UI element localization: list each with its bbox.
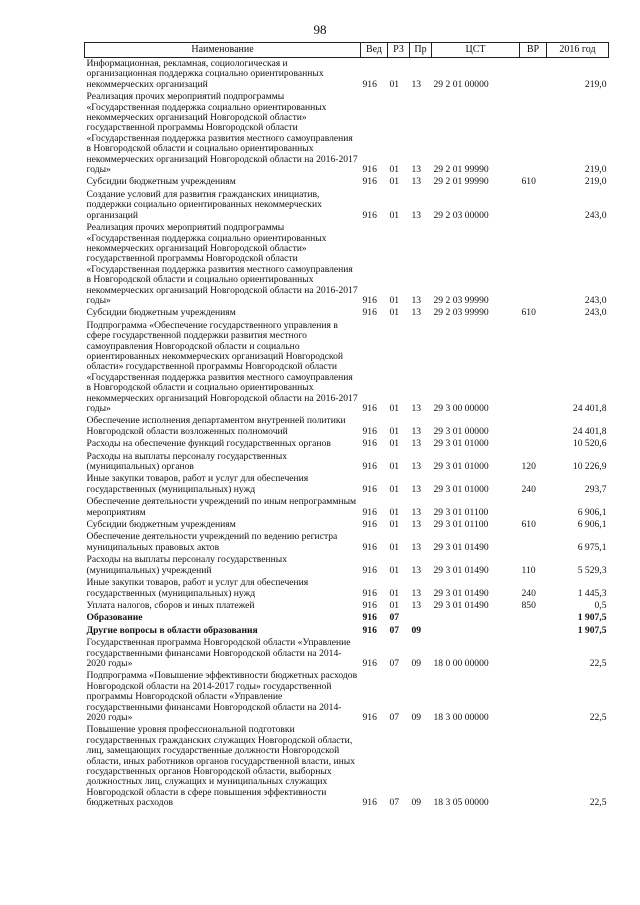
table-row (85, 320, 609, 416)
row-sum: 10 520,6 (572, 438, 607, 450)
row-cst: 18 3 00 00000 (433, 711, 489, 723)
row-rz: 01 (389, 176, 400, 188)
row-cst (432, 625, 520, 637)
row-ved: 916 (362, 519, 377, 531)
table-row (85, 438, 609, 450)
table-row (85, 189, 609, 222)
row-cst: 29 3 01 01000 (433, 483, 489, 495)
row-ved: 916 (362, 612, 377, 624)
row-pr: 13 (411, 164, 422, 176)
row-ved: 916 (362, 564, 377, 576)
header-year: 2016 год (547, 43, 609, 58)
row-rz: 01 (389, 599, 400, 611)
row-pr: 13 (411, 587, 422, 599)
header-vr: ВР (520, 43, 547, 58)
row-ved: 916 (362, 176, 377, 188)
row-name: Субсидии бюджетным учреждениям (86, 519, 236, 531)
row-ved: 916 (362, 294, 377, 306)
row-sum: 1 907,5 (577, 624, 607, 636)
row-name: Обеспечение деятельности учреждений по иным непрограммным мероприятиям (86, 496, 357, 518)
row-vr (520, 415, 547, 438)
row-vr (520, 320, 547, 416)
table-row (85, 91, 609, 176)
row-rz: 01 (389, 587, 400, 599)
row-sum: 1 445,3 (577, 587, 607, 599)
row-cst: 29 3 01 00000 (433, 425, 489, 437)
row-pr: 13 (411, 294, 422, 306)
row-sum: 6 906,1 (577, 506, 607, 518)
row-vr: 240 (521, 483, 536, 495)
table-row (85, 222, 609, 307)
row-ved: 916 (362, 587, 377, 599)
row-pr: 13 (411, 506, 422, 518)
row-name: Другие вопросы в области образования (86, 624, 258, 636)
row-ved: 916 (362, 403, 377, 414)
row-cst: 18 3 05 00000 (433, 797, 489, 809)
row-sum: 6 975,1 (577, 541, 607, 553)
row-rz: 01 (389, 564, 400, 576)
row-rz: 07 (389, 657, 400, 669)
table-row (85, 670, 609, 724)
row-rz: 01 (389, 209, 400, 221)
row-ved: 916 (362, 657, 377, 669)
row-ved: 916 (362, 209, 377, 221)
row-ved: 916 (362, 461, 377, 473)
row-cst: 29 3 01 01490 (433, 564, 489, 576)
row-cst: 29 2 01 99990 (433, 176, 489, 188)
row-sum: 24 401,8 (572, 403, 607, 414)
row-sum: 293,7 (584, 483, 607, 495)
row-name: Субсидии бюджетным учреждениям (86, 176, 236, 188)
row-vr (520, 670, 547, 724)
row-name: Иные закупки товаров, работ и услуг для обеспечения государственных (муниципальных) нужд (86, 577, 309, 599)
row-pr: 13 (411, 307, 422, 319)
row-ved: 916 (362, 425, 377, 437)
row-vr (520, 637, 547, 670)
table-row (85, 176, 609, 188)
table-row (85, 415, 609, 438)
row-pr (410, 612, 432, 624)
row-ved: 916 (362, 541, 377, 553)
row-vr: 850 (521, 599, 536, 611)
row-cst: 29 3 00 00000 (433, 403, 489, 414)
budget-table (84, 42, 609, 810)
row-name: Расходы на выплаты персоналу государственных (муниципальных) учреждений (86, 554, 288, 576)
row-cst: 29 2 01 99990 (433, 164, 489, 176)
row-cst: 29 3 01 01490 (433, 587, 489, 599)
row-cst: 29 2 03 99990 (433, 294, 489, 306)
row-name: Реализация прочих мероприятий подпрограммы «Государственная поддержка социально ориентированных некоммерческих организаций Новгородской области» государственной программы Новгородской области «Государственная поддержка развития местного самоуправления в Новгородской области и социально ориентированных некоммерческих организаций Новгородской области на 2016-2017 годы» (86, 222, 358, 306)
row-name: Уплата налогов, сборов и иных платежей (86, 599, 255, 611)
table-row (85, 600, 609, 612)
row-sum: 219,0 (584, 176, 607, 188)
row-ved: 916 (362, 599, 377, 611)
row-vr (520, 189, 547, 222)
row-cst: 18 0 00 00000 (433, 657, 489, 669)
row-sum: 243,0 (584, 307, 607, 319)
row-name: Подпрограмма «Повышение эффективности бюджетных расходов Новгородской области на 2014-2017 годы» государственной программы Новгородской области «Управление государственными финансами Новгородской области на 2014-2020 годы» (86, 670, 358, 723)
row-cst: 29 3 01 01490 (433, 541, 489, 553)
row-cst: 29 3 01 01490 (433, 599, 489, 611)
row-pr: 13 (411, 78, 422, 90)
row-name: Реализация прочих мероприятий подпрограммы «Государственная поддержка социально ориентированных некоммерческих организаций Новгородской области» государственной программы Новгородской области «Государственная поддержка развития местного самоуправления в Новгородской области и социально ориентированных некоммерческих организаций Новгородской области на 2016-2017 годы» (86, 91, 358, 176)
row-sum: 0,5 (594, 599, 607, 611)
table-row (85, 637, 609, 670)
row-pr: 09 (411, 711, 422, 723)
row-name: Повышение уровня профессиональной подготовки государственных гражданских служащих Новгородской области, лиц, замещающих государственные должности Новгородской области, иных работников органов государственной власти, иных государственных органов Новгородской области, выборных должностных лиц, служащих и муниципальных служащих Новгородской области в сфере повышения эффективности бюджетных расходов (86, 724, 356, 809)
row-sum: 243,0 (584, 209, 607, 221)
row-pr: 13 (411, 425, 422, 437)
row-sum: 219,0 (584, 164, 607, 176)
row-vr: 240 (521, 587, 536, 599)
row-rz: 01 (389, 164, 400, 176)
row-rz: 07 (389, 612, 400, 624)
table-row (85, 724, 609, 809)
row-name: Обеспечение деятельности учреждений по ведению регистра муниципальных правовых актов (86, 531, 338, 553)
row-name: Субсидии бюджетным учреждениям (86, 307, 236, 319)
header-ved: Вед (361, 43, 388, 58)
row-cst: 29 2 03 00000 (433, 209, 489, 221)
row-name: Подпрограмма «Обеспечение государственного управления в сфере государственной поддержки развития местного самоуправления Новгородской области и социально ориентированных некоммерческих организаций Новгородской области» государственной программы Новгородской области «Государственная поддержка развития местного самоуправления в Новгородской области и социально ориентированных некоммерческих организаций Новгородской области на 2016-2017 годы» (86, 319, 358, 414)
row-sum: 243,0 (584, 294, 607, 306)
row-vr (520, 222, 547, 307)
row-vr (520, 724, 547, 809)
row-pr: 09 (411, 657, 422, 669)
table-row (85, 577, 609, 600)
row-cst (432, 612, 520, 624)
row-pr: 13 (411, 403, 422, 414)
row-sum: 24 401,8 (572, 425, 607, 437)
row-cst: 29 3 01 01000 (433, 461, 489, 473)
row-vr (520, 531, 547, 554)
row-pr: 09 (411, 797, 422, 809)
row-vr: 610 (521, 519, 536, 531)
table-row (85, 612, 609, 624)
row-cst: 29 3 01 01000 (433, 438, 489, 450)
row-sum: 219,0 (584, 78, 607, 90)
row-rz: 01 (389, 307, 400, 319)
row-sum: 22,5 (589, 657, 607, 669)
row-rz: 01 (389, 483, 400, 495)
header-pr: Пр (410, 43, 432, 58)
row-sum: 10 226,9 (572, 461, 607, 473)
row-pr: 13 (411, 564, 422, 576)
table-row (85, 519, 609, 531)
row-ved: 916 (362, 164, 377, 176)
row-ved: 916 (362, 624, 377, 636)
table-row (85, 531, 609, 554)
row-rz: 07 (389, 711, 400, 723)
row-ved: 916 (362, 307, 377, 319)
row-name: Иные закупки товаров, работ и услуг для обеспечения государственных (муниципальных) нужд (86, 473, 309, 495)
row-rz: 01 (389, 294, 400, 306)
row-cst: 29 2 03 99990 (433, 307, 489, 319)
row-pr: 13 (411, 438, 422, 450)
row-vr (520, 612, 547, 624)
row-rz: 01 (389, 425, 400, 437)
row-vr (520, 496, 547, 519)
row-pr: 13 (411, 541, 422, 553)
row-pr: 13 (411, 209, 422, 221)
table-row (85, 473, 609, 496)
row-rz: 01 (389, 403, 400, 414)
row-pr: 13 (411, 599, 422, 611)
table-row (85, 554, 609, 577)
row-cst: 29 3 01 01100 (433, 519, 489, 531)
row-rz: 01 (389, 438, 400, 450)
row-pr: 13 (411, 519, 422, 531)
row-vr (520, 625, 547, 637)
row-rz: 01 (389, 506, 400, 518)
row-vr: 610 (521, 307, 536, 319)
table-row (85, 625, 609, 637)
row-pr: 13 (411, 483, 422, 495)
row-ved: 916 (362, 506, 377, 518)
row-rz: 01 (389, 519, 400, 531)
table-row (85, 58, 609, 92)
table-row (85, 451, 609, 474)
row-pr: 09 (411, 624, 422, 636)
row-ved: 916 (362, 78, 377, 90)
row-rz: 01 (389, 541, 400, 553)
row-rz: 07 (389, 797, 400, 809)
row-rz: 07 (389, 624, 400, 636)
row-ved: 916 (362, 797, 377, 809)
row-sum: 22,5 (589, 711, 607, 723)
row-sum: 6 906,1 (577, 519, 607, 531)
header-cst: ЦСТ (432, 43, 520, 58)
row-name: Расходы на обеспечение функций государственных органов (86, 438, 331, 450)
row-vr (520, 438, 547, 450)
row-vr (520, 91, 547, 176)
row-vr (520, 58, 547, 92)
row-sum: 1 907,5 (577, 612, 607, 624)
row-name: Информационная, рекламная, социологическая и организационная поддержка социально ориентированных некоммерческих организаций (86, 58, 324, 90)
row-cst: 29 3 01 01100 (433, 506, 489, 518)
row-cst: 29 2 01 00000 (433, 78, 489, 90)
row-rz: 01 (389, 461, 400, 473)
row-name: Государственная программа Новгородской области «Управление государственными финансами Новгородской области на 2014-2020 годы» (86, 637, 351, 669)
row-name: Расходы на выплаты персоналу государственных (муниципальных) органов (86, 450, 288, 473)
row-vr: 610 (521, 176, 536, 188)
page-number: 98 (313, 22, 327, 37)
row-ved: 916 (362, 438, 377, 450)
table-row (85, 307, 609, 319)
row-vr: 110 (521, 564, 536, 576)
row-name: Обеспечение исполнения департаментом внутренней политики Новгородской области возложенных полномочий (86, 415, 346, 437)
row-pr: 13 (411, 176, 422, 188)
row-name: Создание условий для развития гражданских инициатив, поддержки социально ориентированных некоммерческих организаций (86, 188, 322, 221)
row-sum: 22,5 (589, 797, 607, 809)
row-pr: 13 (411, 461, 422, 473)
row-sum: 5 529,3 (577, 564, 607, 576)
row-ved: 916 (362, 711, 377, 723)
header-name: Наименование (85, 43, 361, 58)
row-rz: 01 (389, 78, 400, 90)
row-vr: 120 (521, 461, 536, 473)
row-name: Образование (86, 612, 143, 624)
row-ved: 916 (362, 483, 377, 495)
table-header-row (85, 43, 609, 58)
table-row (85, 496, 609, 519)
header-rz: РЗ (388, 43, 410, 58)
